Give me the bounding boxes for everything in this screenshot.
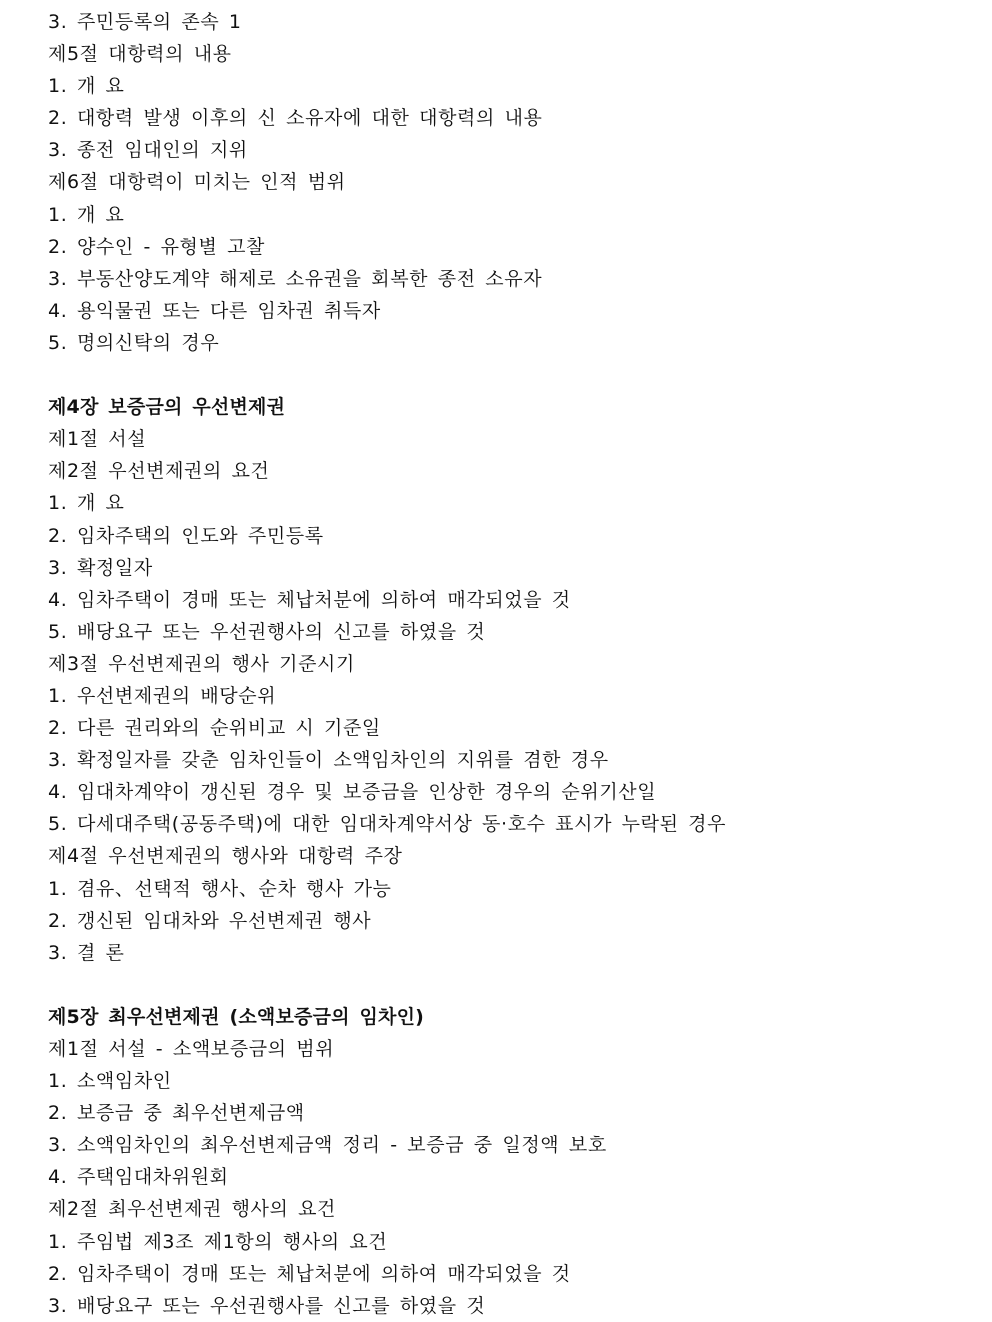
section-heading: 제1절 서설 xyxy=(48,428,147,451)
table-of-contents xyxy=(48,6,968,1322)
toc-item: 2. 갱신된 임대차와 우선변제권 행사 xyxy=(48,909,372,932)
toc-item: 3. 종전 임대인의 지위 xyxy=(48,139,248,162)
toc-item: 2. 임차주택의 인도와 주민등록 xyxy=(48,524,324,547)
toc-item: 5. 다세대주택(공동주택)에 대한 임대차계약서상 동·호수 표시가 누락된 경우 xyxy=(48,813,727,836)
section-heading: 제2절 최우선변제권 행사의 요건 xyxy=(48,1198,337,1221)
toc-item: 2. 양수인 - 유형별 고찰 xyxy=(48,235,265,258)
toc-item: 2. 다른 권리와의 순위비교 시 기준일 xyxy=(48,717,381,740)
toc-item: 1. 소액임차인 xyxy=(48,1070,172,1093)
toc-item: 4. 임차주택이 경매 또는 체납처분에 의하여 매각되었을 것 xyxy=(48,588,571,611)
toc-item: 4. 용익물권 또는 다른 임차권 취득자 xyxy=(48,299,381,322)
toc-item: 3. 확정일자를 갖춘 임차인들이 소액임차인의 지위를 겸한 경우 xyxy=(48,749,609,772)
toc-item: 3. 결 론 xyxy=(48,941,125,964)
toc-item: 3. 배당요구 또는 우선권행사를 신고를 하였을 것 xyxy=(48,1294,486,1317)
toc-item: 3. 주민등록의 존속 1 xyxy=(48,11,242,33)
toc-item: 1. 주임법 제3조 제1항의 행사의 요건 xyxy=(48,1230,388,1253)
section-heading: 제2절 우선변제권의 요건 xyxy=(48,460,270,483)
spacer xyxy=(48,969,968,1001)
spacer xyxy=(48,359,968,391)
toc-item: 1. 개 요 xyxy=(48,203,125,226)
toc-item: 3. 소액임차인의 최우선변제금액 정리 - 보증금 중 일정액 보호 xyxy=(48,1134,607,1157)
toc-item: 2. 임차주택이 경매 또는 체납처분에 의하여 매각되었을 것 xyxy=(48,1262,571,1285)
section-heading: 제5절 대항력의 내용 xyxy=(48,43,232,66)
toc-item: 3. 부동산양도계약 해제로 소유권을 회복한 종전 소유자 xyxy=(48,267,543,290)
section-heading: 제4절 우선변제권의 행사와 대항력 주장 xyxy=(48,845,403,868)
toc-item: 1. 개 요 xyxy=(48,75,125,98)
toc-item: 5. 명의신탁의 경우 xyxy=(48,331,220,354)
toc-item: 1. 개 요 xyxy=(48,492,125,515)
chapter-heading: 제5장 최우선변제권 (소액보증금의 임차인) xyxy=(48,1005,425,1028)
section-heading: 제6절 대항력이 미치는 인적 범위 xyxy=(48,171,346,194)
toc-item: 4. 임대차계약이 갱신된 경우 및 보증금을 인상한 경우의 순위기산일 xyxy=(48,781,657,804)
toc-item: 2. 보증금 중 최우선변제금액 xyxy=(48,1102,305,1125)
toc-item: 1. 우선변제권의 배당순위 xyxy=(48,684,277,707)
toc-item: 5. 배당요구 또는 우선권행사의 신고를 하였을 것 xyxy=(48,620,486,643)
toc-item: 2. 대항력 발생 이후의 신 소유자에 대한 대항력의 내용 xyxy=(48,107,543,130)
section-heading: 제1절 서설 - 소액보증금의 범위 xyxy=(48,1038,335,1060)
toc-item: 1. 겸유、선택적 행사、순차 행사 가능 xyxy=(48,877,392,900)
toc-item: 3. 확정일자 xyxy=(48,556,153,579)
toc-item: 4. 주택임대차위원회 xyxy=(48,1166,229,1189)
section-heading: 제3절 우선변제권의 행사 기준시기 xyxy=(48,652,355,675)
chapter-heading: 제4장 보증금의 우선변제권 xyxy=(48,396,286,419)
